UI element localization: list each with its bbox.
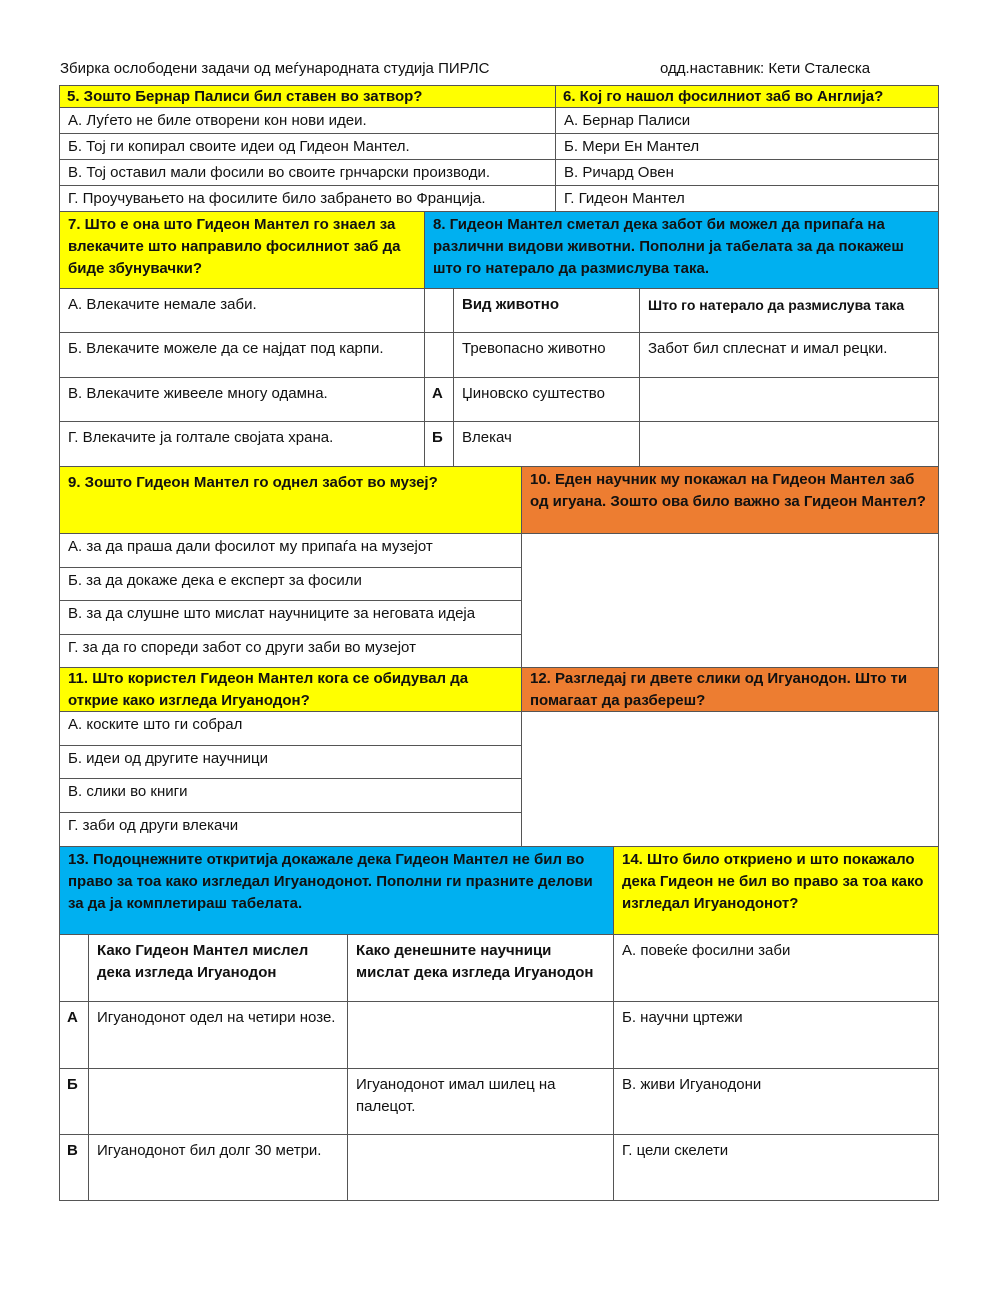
q13-header-mantell: Како Гидеон Мантел мислел дека изгледа Игуанодон (88, 934, 348, 1002)
q14-option-d[interactable]: Г. цели скелети (613, 1134, 939, 1201)
q14-title: 14. Што било откриено и што покажало дека Гидеон не бил во право за тоа како изгледал Игуанодонот? (613, 846, 939, 935)
q11-option-a[interactable]: А. коските што ги собрал (59, 711, 522, 746)
q11-option-c[interactable]: В. слики во книги (59, 778, 522, 813)
q13-row-b-today: Игуанодонот имал шилец на палецот. (347, 1068, 614, 1135)
q14-option-a[interactable]: А. повеќе фосилни заби (613, 934, 939, 1002)
q13-title: 13. Подоцнежните откритија докажале дека Гидеон Мантел не бил во право за тоа како изгледал Игуанодонот. Пополни ги празните делови за да ја комплетираш табелата. (59, 846, 614, 935)
q9-title: 9. Зошто Гидеон Мантел го однел забот во музеј? (59, 466, 522, 534)
q8-row1-animal: Тревопасно животно (453, 332, 640, 378)
q13-row-a-letter: А (59, 1001, 89, 1069)
q8-row2-reason-input[interactable] (639, 377, 939, 422)
q7-option-b[interactable]: Б. Влекачите можеле да се најдат под карпи. (59, 332, 425, 378)
q5-option-d[interactable]: Г. Проучувањето на фосилите било забрането во Франција. (59, 185, 556, 212)
q11-option-b[interactable]: Б. идеи од другите научници (59, 745, 522, 779)
document-header-title: Збирка ослободени задачи од меѓународната студија ПИРЛС (60, 60, 490, 77)
q13-header-letter (59, 934, 89, 1002)
q8-header-animal: Вид животно (453, 288, 640, 333)
q7-option-c[interactable]: В. Влекачите живееле многу одамна. (59, 377, 425, 422)
q7-option-d[interactable]: Г. Влекачите ја голтале својата храна. (59, 421, 425, 467)
q8-header-reason: Што го натерало да размислува така (639, 288, 939, 333)
q11-option-d[interactable]: Г. заби од други влекачи (59, 812, 522, 847)
q5-option-b[interactable]: Б. Тој ги копирал своите идеи од Гидеон Мантел. (59, 133, 556, 160)
q6-option-a[interactable]: А. Бернар Палиси (555, 107, 939, 134)
q12-title: 12. Разгледај ги двете слики од Игуанодон. Што ти помагаат да разбереш? (521, 667, 939, 712)
q13-row-c-mantell: Игуанодонот бил долг 30 метри. (88, 1134, 348, 1201)
q9-option-a[interactable]: А. за да праша дали фосилот му припаѓа на музејот (59, 533, 522, 568)
q10-title: 10. Еден научник му покажал на Гидеон Мантел заб од игуана. Зошто ова било важно за Гидеон Мантел? (521, 466, 939, 534)
document-header-teacher: одд.наставник: Кети Сталеска (660, 60, 871, 77)
q9-option-c[interactable]: В. за да слушне што мислат научниците за неговата идеја (59, 600, 522, 635)
q6-title: 6. Кој го нашол фосилниот заб во Англија? (555, 85, 939, 108)
q8-row1-letter (424, 332, 454, 378)
q13-row-a-today-input[interactable] (347, 1001, 614, 1069)
q9-option-b[interactable]: Б. за да докаже дека е експерт за фосили (59, 567, 522, 601)
q6-option-c[interactable]: В. Ричард Овен (555, 159, 939, 186)
q5-title: 5. Зошто Бернар Палиси бил ставен во затвор? (59, 85, 556, 108)
q7-option-a[interactable]: А. Влекачите немале заби. (59, 288, 425, 333)
q13-row-a-mantell: Игуанодонот одел на четири нозе. (88, 1001, 348, 1069)
q6-option-d[interactable]: Г. Гидеон Мантел (555, 185, 939, 212)
q11-title: 11. Што користел Гидеон Мантел кога се обидувал да открие како изгледа Игуанодон? (59, 667, 522, 712)
q13-row-c-letter: В (59, 1134, 89, 1201)
q10-answer-area[interactable] (521, 533, 939, 668)
q8-row1-reason[interactable]: Забот бил сплеснат и имал рецки. (639, 332, 939, 378)
q8-title: 8. Гидеон Мантел сметал дека забот би можел да припаѓа на различни видови животни. Пополни ја табелата за да покажеш што го натерало да размислува така. (424, 211, 939, 289)
q8-row3-animal: Влекач (453, 421, 640, 467)
q8-header-letter (424, 288, 454, 333)
q13-row-b-letter: Б (59, 1068, 89, 1135)
q14-option-b[interactable]: Б. научни цртежи (613, 1001, 939, 1069)
q13-row-c-today-input[interactable] (347, 1134, 614, 1201)
q8-row3-reason-input[interactable] (639, 421, 939, 467)
q12-answer-area[interactable] (521, 711, 939, 847)
q14-option-c[interactable]: В. живи Игуанодони (613, 1068, 939, 1135)
q8-row3-letter: Б (424, 421, 454, 467)
q13-header-today: Како денешните научници мислат дека изгледа Игуанодон (347, 934, 614, 1002)
q13-row-b-mantell-input[interactable] (88, 1068, 348, 1135)
q5-option-c[interactable]: В. Тој оставил мали фосили во своите грнчарски производи. (59, 159, 556, 186)
q7-title: 7. Што е она што Гидеон Мантел го знаел за влекачите што направило фосилниот заб да биде збунувачки? (59, 211, 425, 289)
q8-row2-letter: А (424, 377, 454, 422)
q9-option-d[interactable]: Г. за да го спореди забот со други заби во музејот (59, 634, 522, 668)
q8-row2-animal: Џиновско суштество (453, 377, 640, 422)
q5-option-a[interactable]: А. Луѓето не биле отворени кон нови идеи. (59, 107, 556, 134)
q6-option-b[interactable]: Б. Мери Ен Мантел (555, 133, 939, 160)
